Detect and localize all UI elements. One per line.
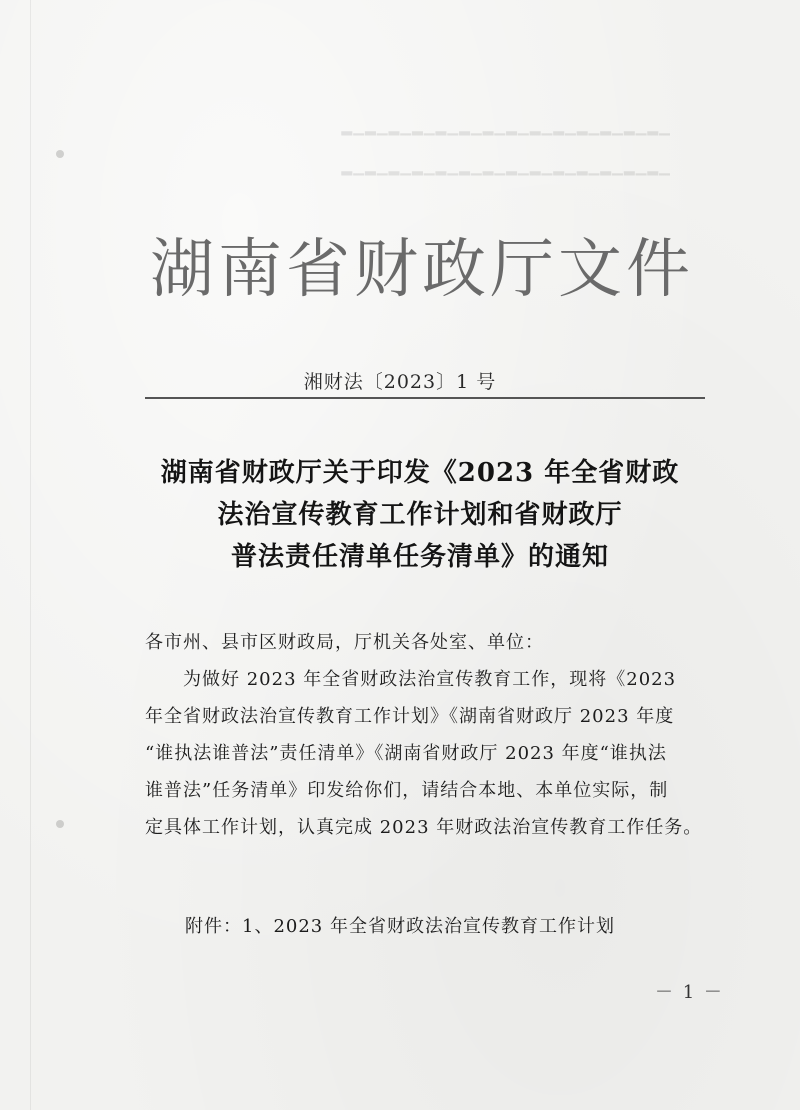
bleed-through-text: ▁▂▁▂▁▂▁▂▁▂▁▂▁▂▁▂▁▂▁▂▁▂▁▂▁▂▁▂	[340, 160, 670, 176]
bleed-through-text: ▁▂▁▂▁▂▁▂▁▂▁▂▁▂▁▂▁▂▁▂▁▂▁▂▁▂▁▂	[340, 120, 670, 136]
paragraph-line: 为做好 2023 年全省财政法治宣传教育工作，现将《2023	[183, 669, 677, 690]
title-line: 普法责任清单任务清单》的通知	[230, 542, 609, 572]
paragraph-line: 年全省财政法治宣传教育工作计划》《湖南省财政厅 2023 年度	[145, 706, 675, 727]
document-body	[145, 624, 715, 846]
paragraph-line: “谁执法谁普法”责任清单》《湖南省财政厅 2023 年度“谁执法	[145, 743, 667, 764]
page-number: － 1 －	[655, 982, 724, 1003]
header-divider	[145, 397, 705, 399]
document-title	[120, 452, 720, 578]
title-line: 湖南省财政厅关于印发《2023 年全省财政	[160, 458, 680, 488]
document-number: 湘财法〔2023〕1 号	[303, 371, 497, 393]
paragraph-line: 定具体工作计划，认真完成 2023 年财政法治宣传教育工作任务。	[145, 817, 703, 838]
scan-speck	[56, 150, 64, 158]
document-masthead: 湖南省财政厅文件	[150, 233, 694, 307]
title-line: 法治宣传教育工作计划和省财政厅	[217, 500, 623, 530]
salutation: 各市州、县市区财政局，厅机关各处室、单位：	[145, 632, 544, 653]
paragraph-line: 谁普法”任务清单》印发给你们，请结合本地、本单位实际，制	[145, 780, 669, 801]
scan-speck	[56, 820, 64, 828]
attachment-line: 附件：1、2023 年全省财政法治宣传教育工作计划	[185, 916, 615, 937]
scan-edge-line	[30, 0, 31, 1110]
